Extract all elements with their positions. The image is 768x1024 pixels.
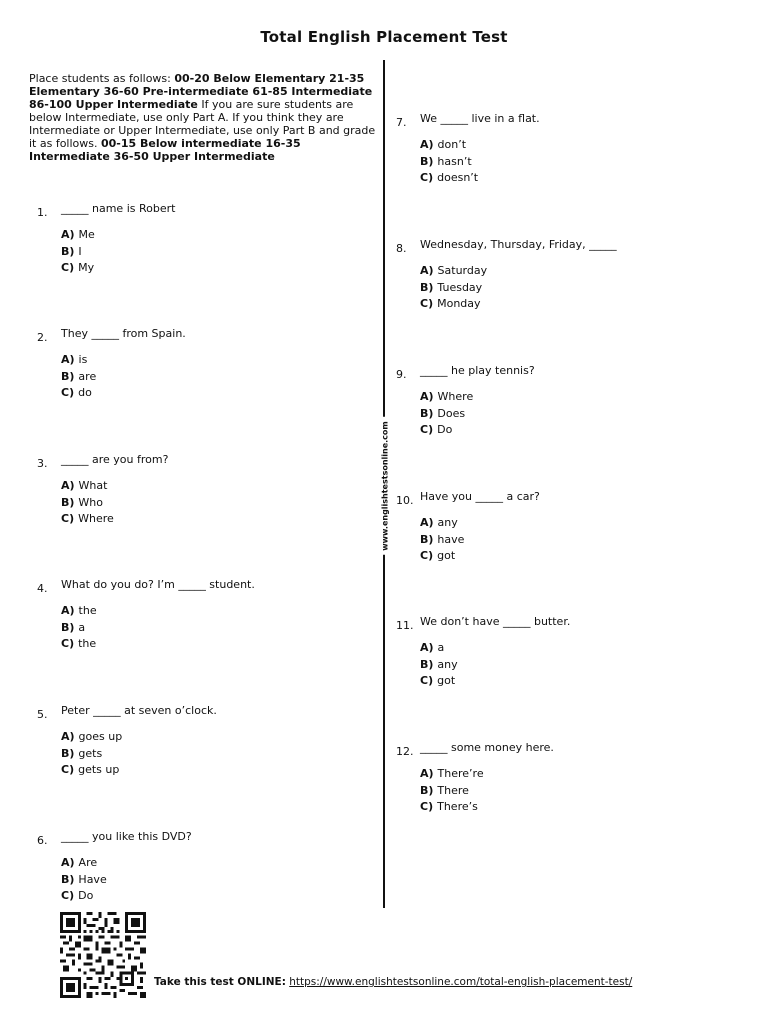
option-c[interactable]: [420, 799, 750, 816]
option-c[interactable]: [420, 673, 750, 690]
option-text: There’s: [437, 800, 478, 813]
question-1: [37, 202, 391, 277]
option-letter: C): [61, 763, 75, 776]
option-text: hasn’t: [437, 154, 472, 168]
option-text: do: [78, 386, 92, 399]
option-letter: B): [420, 406, 434, 420]
intro-scores-part-a: 00-20 Below Elementary 21-35 Elementary 36-60 Pre-intermediate 61-85 Intermediate 86-100 Upper Intermediate: [29, 72, 373, 111]
question-2: [37, 327, 391, 402]
option-letter: B): [61, 244, 75, 258]
option-letter: B): [420, 783, 434, 797]
option-letter: A): [61, 228, 75, 241]
option-b[interactable]: [61, 620, 391, 637]
option-letter: B): [61, 620, 75, 634]
option-text: What: [78, 479, 108, 492]
option-text: gets up: [78, 763, 120, 776]
question-4: [37, 578, 391, 653]
option-text: is: [78, 353, 88, 366]
option-b[interactable]: [420, 280, 750, 297]
option-text: I: [78, 244, 82, 258]
option-letter: A): [61, 604, 75, 617]
option-text: Tuesday: [437, 280, 483, 294]
option-letter: A): [61, 730, 75, 743]
option-c[interactable]: [420, 422, 750, 439]
option-c[interactable]: [61, 260, 391, 277]
option-list: [61, 352, 391, 402]
option-text: Saturday: [437, 264, 488, 277]
option-text: a: [437, 641, 445, 654]
option-a[interactable]: [61, 478, 391, 495]
option-a[interactable]: [420, 137, 750, 154]
option-list: [61, 603, 391, 653]
option-text: Who: [78, 495, 103, 509]
option-list: [420, 640, 750, 690]
option-letter: B): [61, 369, 75, 383]
question-6: [37, 830, 391, 905]
option-list: [420, 515, 750, 565]
option-letter: C): [420, 800, 434, 813]
option-list: [420, 766, 750, 816]
option-letter: C): [61, 512, 75, 525]
option-letter: C): [420, 549, 434, 562]
option-a[interactable]: [420, 263, 750, 280]
option-letter: B): [61, 495, 75, 509]
option-text: goes up: [78, 730, 123, 743]
option-letter: A): [61, 479, 75, 492]
question-11: [396, 615, 750, 690]
option-a[interactable]: [420, 640, 750, 657]
option-list: [61, 227, 391, 277]
option-letter: B): [420, 280, 434, 294]
option-c[interactable]: [420, 296, 750, 313]
option-text: got: [437, 549, 456, 562]
option-c[interactable]: [61, 888, 391, 905]
option-text: Does: [437, 406, 466, 420]
question-number: 4.: [37, 582, 48, 595]
option-text: are: [78, 369, 97, 383]
option-letter: A): [420, 641, 434, 654]
option-letter: A): [420, 264, 434, 277]
question-number: 10.: [396, 494, 414, 507]
option-letter: A): [420, 138, 434, 151]
option-text: gets: [78, 746, 103, 760]
intro-text-2: If you are sure students are below Intermediate, use only Part A. If you think they are Intermediate or Upper Intermediate, use only Part B and grade it as follows.: [29, 98, 376, 150]
option-letter: A): [61, 353, 75, 366]
question-number: 7.: [396, 116, 407, 129]
option-text: Have: [78, 872, 107, 886]
test-online-link[interactable]: https://www.englishtestsonline.com/total-english-placement-test/: [289, 976, 633, 988]
option-letter: C): [61, 386, 75, 399]
question-stem: We don’t have _____ butter.: [420, 615, 571, 628]
question-stem: They _____ from Spain.: [61, 327, 186, 340]
option-b[interactable]: [420, 783, 750, 800]
footer: [154, 976, 632, 988]
option-letter: C): [420, 297, 434, 310]
option-text: have: [437, 532, 465, 546]
option-c[interactable]: [420, 170, 750, 187]
option-letter: B): [61, 746, 75, 760]
option-text: Me: [78, 228, 95, 241]
option-letter: B): [420, 532, 434, 546]
option-b[interactable]: [420, 532, 750, 549]
option-text: Where: [78, 512, 114, 525]
question-number: 8.: [396, 242, 407, 255]
option-a[interactable]: [61, 855, 391, 872]
page-title: Total English Placement Test: [260, 28, 508, 46]
option-text: Where: [437, 390, 474, 403]
option-a[interactable]: [61, 603, 391, 620]
intro-scores-part-b: 00-15 Below intermediate 16-35 Intermediate 36-50 Upper Intermediate: [29, 137, 301, 163]
question-10: [396, 490, 750, 565]
grading-instructions: [29, 72, 379, 163]
footer-label: Take this test ONLINE:: [154, 976, 286, 988]
question-number: 1.: [37, 206, 48, 219]
question-stem: _____ some money here.: [420, 741, 554, 754]
option-b[interactable]: [420, 154, 750, 171]
option-text: the: [78, 604, 97, 617]
option-list: [420, 389, 750, 439]
option-letter: A): [61, 856, 75, 869]
option-letter: C): [420, 423, 434, 436]
question-8: [396, 238, 750, 313]
question-number: 6.: [37, 834, 48, 847]
option-b[interactable]: [420, 406, 750, 423]
option-letter: B): [420, 154, 434, 168]
question-stem: We _____ live in a flat.: [420, 112, 540, 125]
question-stem: _____ you like this DVD?: [61, 830, 192, 843]
option-text: got: [437, 674, 456, 687]
option-letter: C): [61, 889, 75, 902]
question-stem: Peter _____ at seven o’clock.: [61, 704, 217, 717]
question-stem: _____ are you from?: [61, 453, 169, 466]
option-c[interactable]: [61, 511, 391, 528]
question-number: 9.: [396, 368, 407, 381]
option-c[interactable]: [61, 762, 391, 779]
option-a[interactable]: [61, 352, 391, 369]
option-list: [61, 729, 391, 779]
side-website-label: www.englishtestsonline.com: [381, 417, 390, 555]
option-a[interactable]: [420, 389, 750, 406]
option-letter: C): [61, 637, 75, 650]
question-7: [396, 112, 750, 187]
option-b[interactable]: [61, 369, 391, 386]
option-list: [61, 855, 391, 905]
option-text: There: [437, 783, 469, 797]
option-text: Monday: [437, 297, 481, 310]
option-letter: A): [420, 516, 434, 529]
qr-code-icon[interactable]: [58, 912, 148, 998]
intro-text-1: Place students as follows:: [29, 72, 175, 85]
option-list: [420, 263, 750, 313]
question-number: 12.: [396, 745, 414, 758]
question-number: 5.: [37, 708, 48, 721]
option-a[interactable]: [61, 227, 391, 244]
option-text: the: [78, 637, 97, 650]
option-letter: C): [61, 261, 75, 274]
option-text: Are: [78, 856, 98, 869]
option-text: My: [78, 261, 95, 274]
option-letter: B): [420, 657, 434, 671]
option-letter: B): [61, 872, 75, 886]
option-text: There’re: [437, 767, 484, 780]
question-stem: _____ name is Robert: [61, 202, 176, 215]
question-number: 11.: [396, 619, 414, 632]
question-stem: Wednesday, Thursday, Friday, _____: [420, 238, 617, 251]
question-5: [37, 704, 391, 779]
question-number: 3.: [37, 457, 48, 470]
option-c[interactable]: [61, 385, 391, 402]
option-b[interactable]: [420, 657, 750, 674]
option-a[interactable]: [61, 729, 391, 746]
option-a[interactable]: [420, 515, 750, 532]
question-3: [37, 453, 391, 528]
question-stem: Have you _____ a car?: [420, 490, 540, 503]
option-a[interactable]: [420, 766, 750, 783]
option-letter: C): [420, 674, 434, 687]
option-text: don’t: [437, 138, 467, 151]
option-letter: A): [420, 390, 434, 403]
question-stem: _____ he play tennis?: [420, 364, 535, 377]
option-text: Do: [78, 889, 94, 902]
option-list: [61, 478, 391, 528]
option-text: any: [437, 657, 458, 671]
option-list: [420, 137, 750, 187]
option-text: Do: [437, 423, 453, 436]
option-text: any: [437, 516, 458, 529]
question-stem: What do you do? I’m _____ student.: [61, 578, 255, 591]
option-letter: A): [420, 767, 434, 780]
option-letter: C): [420, 171, 434, 184]
option-c[interactable]: [420, 548, 750, 565]
question-number: 2.: [37, 331, 48, 344]
question-9: [396, 364, 750, 439]
option-text: a: [78, 620, 86, 634]
option-c[interactable]: [61, 636, 391, 653]
option-b[interactable]: [61, 495, 391, 512]
option-b[interactable]: [61, 746, 391, 763]
option-text: doesn’t: [437, 171, 479, 184]
option-b[interactable]: [61, 244, 391, 261]
question-12: [396, 741, 750, 816]
option-b[interactable]: [61, 872, 391, 889]
